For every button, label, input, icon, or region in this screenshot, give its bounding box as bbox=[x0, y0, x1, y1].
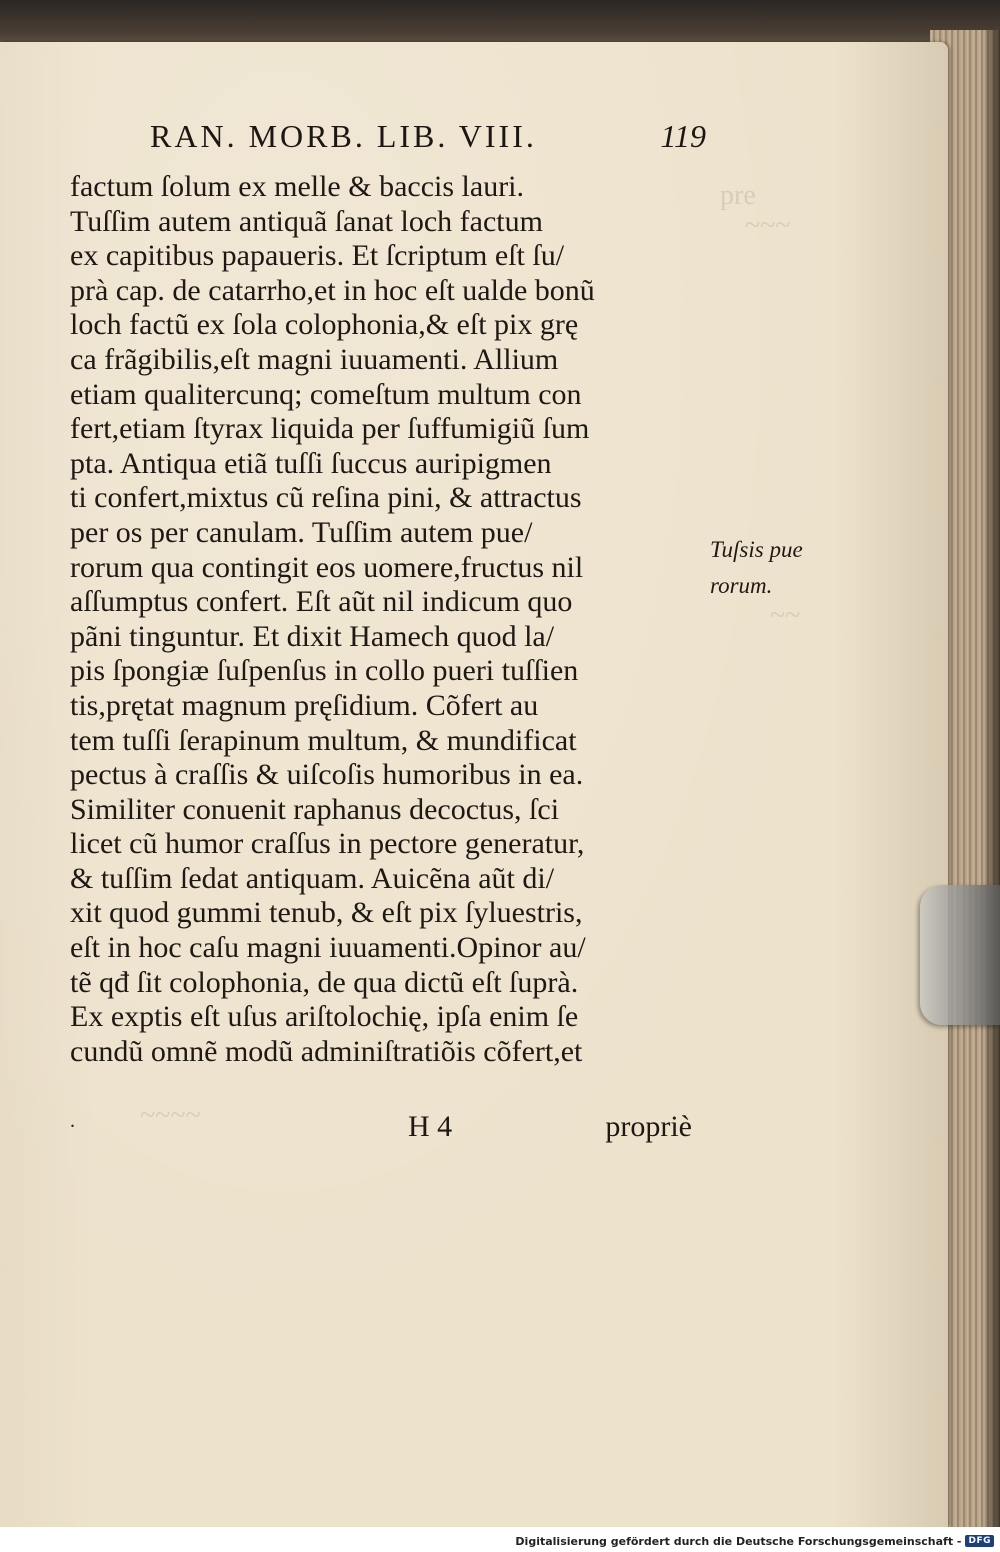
footer-credit bbox=[515, 1534, 994, 1548]
body-text bbox=[70, 170, 710, 1069]
text-line: pãni tinguntur. Et dixit Hamech quod la/ bbox=[70, 619, 555, 653]
text-line: factum ſolum ex melle & baccis lauri. bbox=[70, 170, 525, 203]
text-line: ex capitibus papaueris. Et ſcriptum eſt ſu/ bbox=[70, 239, 565, 273]
text-line: tem tuſſi ſerapinum multum, & mundificat bbox=[70, 723, 577, 757]
text-line: pta. Antiqua etiã tuſſi ſuccus auripigmen bbox=[70, 446, 552, 480]
text-line: eſt in hoc caſu magni iuuamenti.Opinor au/ bbox=[70, 931, 586, 965]
dfg-logo-icon: DFG bbox=[965, 1535, 994, 1547]
text-line: pectus à craſſis & uiſcoſis humoribus in ea. bbox=[70, 758, 584, 792]
text-line: aſſumptus confert. Eſt aũt nil indicum quo bbox=[70, 585, 573, 619]
show-through-text: ~~~~ bbox=[140, 1100, 201, 1131]
page-clip bbox=[920, 885, 1000, 1025]
text-line: licet cũ humor craſſus in pectore generatur, bbox=[70, 827, 585, 861]
text-line: xit quod gummi tenub, & eſt pix ſyluestris, bbox=[70, 896, 583, 930]
text-line: tẽ qđ ſit colophonia, de qua dictũ eſt ſuprà. bbox=[70, 965, 579, 999]
marginal-note bbox=[710, 532, 860, 604]
running-head-title: RAN. MORB. LIB. VIII. bbox=[150, 118, 537, 154]
stray-mark: . bbox=[70, 1110, 75, 1132]
quire-signature: H 4 bbox=[408, 1110, 453, 1143]
page-stack-shadow bbox=[985, 30, 1000, 1530]
text-line: ti confert,mixtus cũ reſina pini, & attractus bbox=[70, 481, 582, 515]
text-line: Ex exptis eſt uſus ariſtolochię, ipſa enim ſe bbox=[70, 1000, 579, 1034]
text-line: rorum qua contingit eos uomere,fructus nil bbox=[70, 550, 584, 584]
book-top-edge bbox=[0, 0, 1000, 48]
text-line: loch factũ ex ſola colophonia,& eſt pix grę bbox=[70, 308, 579, 342]
text-line: prà cap. de catarrho,et in hoc eſt ualde bonũ bbox=[70, 273, 595, 307]
show-through-text: ~~ bbox=[770, 600, 801, 631]
text-line: tis,prętat magnum pręſidium. Cõfert au bbox=[70, 688, 539, 722]
folio-number: 119 bbox=[660, 118, 706, 154]
text-line: pis ſpongiæ ſuſpenſus in collo pueri tuſſien bbox=[70, 654, 579, 688]
text-line: Tuſſim autem antiquã ſanat loch factum bbox=[70, 204, 543, 238]
catchword: propriè bbox=[605, 1110, 692, 1143]
text-line: cundũ omnẽ modũ adminiſtratiõis cõfert,et bbox=[70, 1034, 583, 1068]
text-line: per os per canulam. Tuſſim autem pue/ bbox=[70, 515, 533, 549]
text-line: & tuſſim ſedat antiquam. Auicẽna aũt di/ bbox=[70, 861, 555, 895]
text-line: Similiter conuenit raphanus decoctus, ſci bbox=[70, 792, 560, 826]
signature-line bbox=[70, 1110, 700, 1146]
text-line: etiam qualitercunq; comeſtum multum con bbox=[70, 377, 582, 411]
marginal-note-line: Tuſsis pue bbox=[710, 537, 803, 562]
show-through-text: ~~~ bbox=[745, 210, 791, 241]
marginal-note-line: rorum. bbox=[710, 573, 773, 598]
show-through-text: pre bbox=[720, 180, 756, 211]
running-head bbox=[150, 118, 710, 164]
text-line: fert,etiam ſtyrax liquida per ſuffumigiũ ſum bbox=[70, 412, 590, 446]
text-line: ca frãgibilis,eſt magni iuuamenti. Allium bbox=[70, 342, 559, 376]
footer-text: Digitalisierung gefördert durch die Deutsche Forschungsgemeinschaft - bbox=[515, 1534, 962, 1548]
